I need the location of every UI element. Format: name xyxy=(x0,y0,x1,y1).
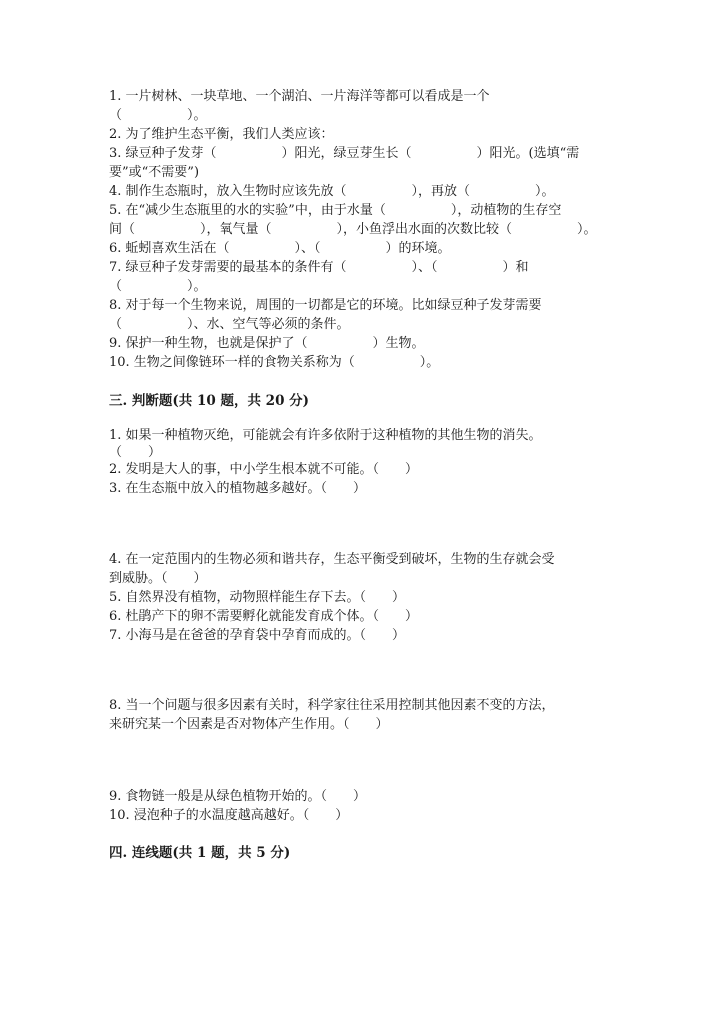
fill-q3-line2: 要”或“不需要”) xyxy=(109,165,200,180)
tf-q2: 2. 发明是大人的事，中小学生根本就不可能。（ ） xyxy=(109,462,419,477)
section-heading-true-false: 三. 判断题(共 10 题，共 20 分) xyxy=(109,393,310,409)
fill-q6: 6. 蚯蚓喜欢生活在（ ）、（ ）的环境。 xyxy=(109,241,451,256)
tf-q8-line1: 8. 当一个问题与很多因素有关时，科学家往往采用控制其他因素不变的方法， xyxy=(109,698,555,713)
tf-q1-line2: （ ） xyxy=(109,445,162,460)
tf-q5: 5. 自然界没有植物，动物照样能生存下去。（ ） xyxy=(109,590,406,605)
tf-q6: 6. 杜鹃产下的卵不需要孵化就能发育成个体。（ ） xyxy=(109,609,419,624)
fill-q7-line1: 7. 绿豆种子发芽需要的最基本的条件有（ ）、（ ）和 xyxy=(109,260,529,275)
fill-q9: 9. 保护一种生物，也就是保护了（ ）生物。 xyxy=(109,336,425,351)
tf-q8-line2: 来研究某一个因素是否对物体产生作用。（ ） xyxy=(109,717,389,732)
tf-q7: 7. 小海马是在爸爸的孕育袋中孕育而成的。（ ） xyxy=(109,628,406,643)
fill-q1-line2: （ ）。 xyxy=(109,108,207,123)
fill-q3-line1: 3. 绿豆种子发芽（ ）阳光，绿豆芽生长（ ）阳光。(选填“需 xyxy=(109,146,580,161)
tf-q9: 9. 食物链一般是从绿色植物开始的。（ ） xyxy=(109,789,367,804)
fill-q4: 4. 制作生态瓶时，放入生物时应该先放（ ），再放（ ）。 xyxy=(109,184,555,199)
tf-q4-line1: 4. 在一定范围内的生物必须和谐共存，生态平衡受到破坏，生物的生存就会受 xyxy=(109,552,555,567)
fill-q1-line1: 1. 一片树林、一块草地、一个湖泊、一片海洋等都可以看成是一个 xyxy=(109,89,490,104)
fill-q8-line1: 8. 对于每一个生物来说，周围的一切都是它的环境。比如绿豆种子发芽需要 xyxy=(109,298,542,313)
fill-q2: 2. 为了维护生态平衡，我们人类应该： xyxy=(109,127,334,142)
tf-q1-line1: 1. 如果一种植物灭绝，可能就会有许多依附于这种植物的其他生物的消失。 xyxy=(109,428,542,443)
fill-q10: 10. 生物之间像链环一样的食物关系称为（ ）。 xyxy=(109,355,440,370)
section-heading-matching: 四. 连线题(共 1 题，共 5 分) xyxy=(109,845,291,861)
tf-q4-line2: 到威胁。（ ） xyxy=(109,571,207,586)
tf-q3: 3. 在生态瓶中放入的植物越多越好。（ ） xyxy=(109,481,367,496)
tf-q10: 10. 浸泡种子的水温度越高越好。（ ） xyxy=(109,808,349,823)
fill-q7-line2: （ ）。 xyxy=(109,279,207,294)
fill-q8-line2: （ ）、水、空气等必须的条件。 xyxy=(109,317,350,332)
fill-q5-line1: 5. 在“减少生态瓶里的水的实验”中，由于水量（ ），动植物的生存空 xyxy=(109,203,562,218)
fill-q5-line2: 间（ ），氧气量（ ），小鱼浮出水面的次数比较（ ）。 xyxy=(109,222,597,237)
